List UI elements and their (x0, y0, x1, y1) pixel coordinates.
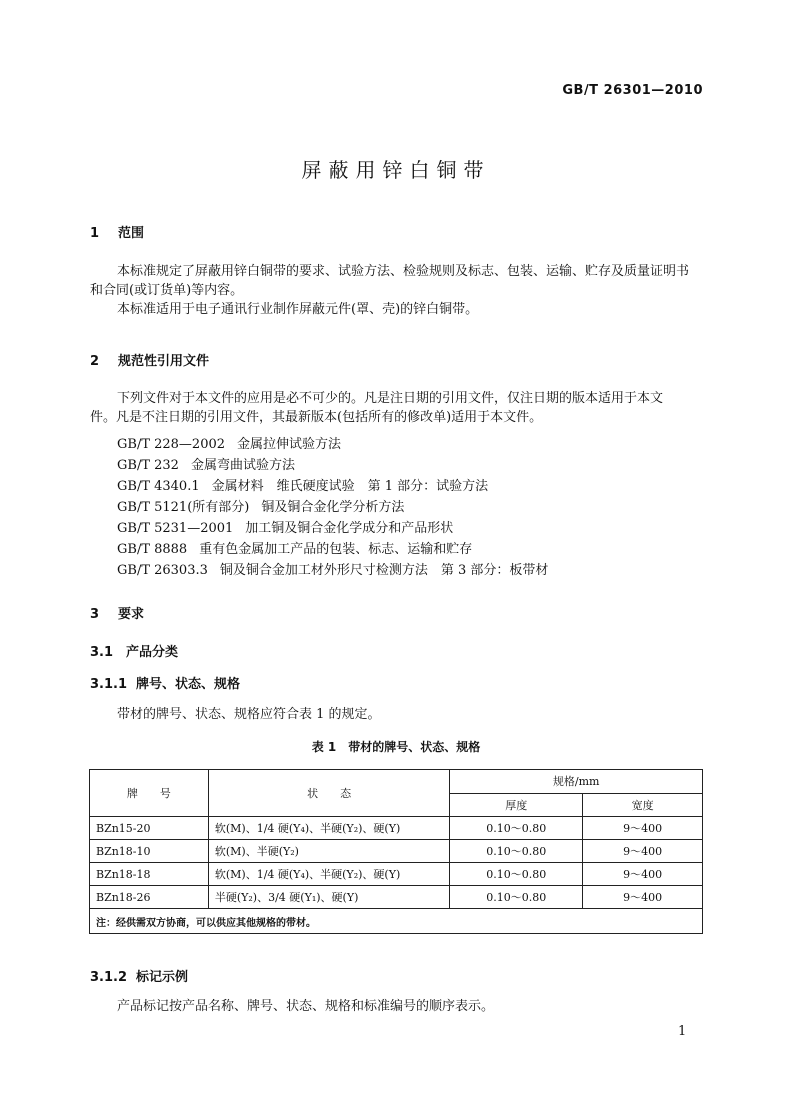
table-row (90, 817, 703, 840)
table-row (90, 840, 703, 863)
section-3-1-1-paragraph (90, 705, 702, 724)
table-header-row (90, 770, 703, 794)
cell-thickness: 0.10～0.80 (450, 886, 583, 909)
reference-code: GB/T 5231—2001 (117, 521, 234, 536)
paragraph-line: 下列文件对于本文件的应用是必不可少的。凡是注日期的引用文件，仅注日期的版本适用于本文 (117, 391, 664, 406)
reference-item (117, 454, 295, 473)
section-1-heading (90, 222, 144, 241)
table-row (90, 886, 703, 909)
paragraph-line: 带材的牌号、状态、规格应符合表 1 的规定。 (117, 707, 381, 722)
section-number: 2 (90, 354, 100, 369)
cell-grade: BZn18-18 (90, 863, 209, 886)
cell-width: 9～400 (583, 886, 703, 909)
cell-thickness: 0.10～0.80 (450, 817, 583, 840)
reference-item (117, 475, 488, 494)
table-note: 注：经供需双方协商，可以供应其他规格的带材。 (90, 909, 703, 934)
reference-code: GB/T 228—2002 (117, 437, 226, 452)
reference-code: GB/T 26303.3 (117, 563, 208, 578)
reference-title: 铜及铜合金化学分析方法 (261, 500, 405, 515)
cell-state: 软(M)、半硬(Y₂) (208, 840, 450, 863)
paragraph-line: 本标准规定了屏蔽用锌白铜带的要求、试验方法、检验规则及标志、包装、运输、贮存及质量证明书 (117, 264, 690, 279)
header-state: 状 态 (208, 770, 450, 817)
cell-thickness: 0.10～0.80 (450, 840, 583, 863)
cell-grade: BZn18-10 (90, 840, 209, 863)
cell-state: 半硬(Y₂)、3/4 硬(Y₁)、硬(Y) (208, 886, 450, 909)
section-3-1-1-heading (90, 673, 240, 692)
cell-width: 9～400 (583, 863, 703, 886)
cell-grade: BZn18-26 (90, 886, 209, 909)
section-3-heading (90, 603, 144, 622)
reference-title: 加工铜及铜合金化学成分和产品形状 (245, 521, 454, 536)
paragraph-line: 和合同(或订货单)等内容。 (90, 283, 244, 298)
reference-code: GB/T 8888 (117, 542, 188, 557)
header-thickness: 厚度 (450, 793, 583, 817)
page-number: 1 (678, 1024, 687, 1039)
paragraph-line: 产品标记按产品名称、牌号、状态、规格和标准编号的顺序表示。 (117, 999, 495, 1014)
section-number: 3.1.1 (90, 677, 128, 692)
section-number: 3 (90, 607, 100, 622)
cell-state: 软(M)、1/4 硬(Y₄)、半硬(Y₂)、硬(Y) (208, 817, 450, 840)
standard-number: GB/T 26301—2010 (562, 83, 703, 98)
cell-thickness: 0.10～0.80 (450, 863, 583, 886)
reference-title: 金属拉伸试验方法 (237, 437, 342, 452)
reference-item (117, 538, 472, 557)
cell-state: 软(M)、1/4 硬(Y₄)、半硬(Y₂)、硬(Y) (208, 863, 450, 886)
header-spec: 规格/mm (450, 770, 703, 794)
reference-item (117, 433, 341, 452)
section-title: 范围 (118, 226, 145, 241)
section-number: 1 (90, 226, 100, 241)
section-title: 标记示例 (136, 970, 189, 985)
table-row (90, 863, 703, 886)
spec-table (89, 769, 703, 934)
section-3-1-2-heading (90, 966, 188, 985)
reference-code: GB/T 5121(所有部分) (117, 500, 250, 515)
section-2-paragraph (90, 389, 702, 427)
section-title: 牌号、状态、规格 (136, 677, 241, 692)
table-caption: 表 1 带材的牌号、状态、规格 (311, 740, 481, 754)
section-number: 3.1 (90, 645, 114, 660)
header-grade: 牌 号 (90, 770, 209, 817)
reference-title: 铜及铜合金加工材外形尺寸检测方法 第 3 部分：板带材 (219, 563, 549, 578)
section-number: 3.1.2 (90, 970, 128, 985)
reference-code: GB/T 4340.1 (117, 479, 200, 494)
reference-code: GB/T 232 (117, 458, 179, 473)
reference-title: 金属弯曲试验方法 (190, 458, 295, 473)
section-2-heading (90, 350, 209, 369)
section-title: 产品分类 (126, 645, 179, 660)
reference-item (117, 517, 453, 536)
reference-title: 金属材料 维氏硬度试验 第 1 部分：试验方法 (211, 479, 489, 494)
reference-item (117, 559, 548, 578)
table-note-row (90, 909, 703, 934)
cell-width: 9～400 (583, 840, 703, 863)
section-1-paragraph (90, 262, 702, 319)
section-title: 规范性引用文件 (118, 354, 210, 369)
section-3-1-2-paragraph (90, 997, 702, 1016)
cell-grade: BZn15-20 (90, 817, 209, 840)
section-3-1-heading (90, 641, 178, 660)
reference-title: 重有色金属加工产品的包装、标志、运输和贮存 (199, 542, 473, 557)
paragraph-line: 本标准适用于电子通讯行业制作屏蔽元件(罩、壳)的锌白铜带。 (117, 302, 479, 317)
cell-width: 9～400 (583, 817, 703, 840)
section-title: 要求 (118, 607, 145, 622)
reference-item (117, 496, 404, 515)
header-width: 宽度 (583, 793, 703, 817)
document-title: 屏蔽用锌白铜带 (301, 158, 491, 182)
paragraph-line: 件。凡是不注日期的引用文件，其最新版本(包括所有的修改单)适用于本文件。 (90, 410, 543, 425)
